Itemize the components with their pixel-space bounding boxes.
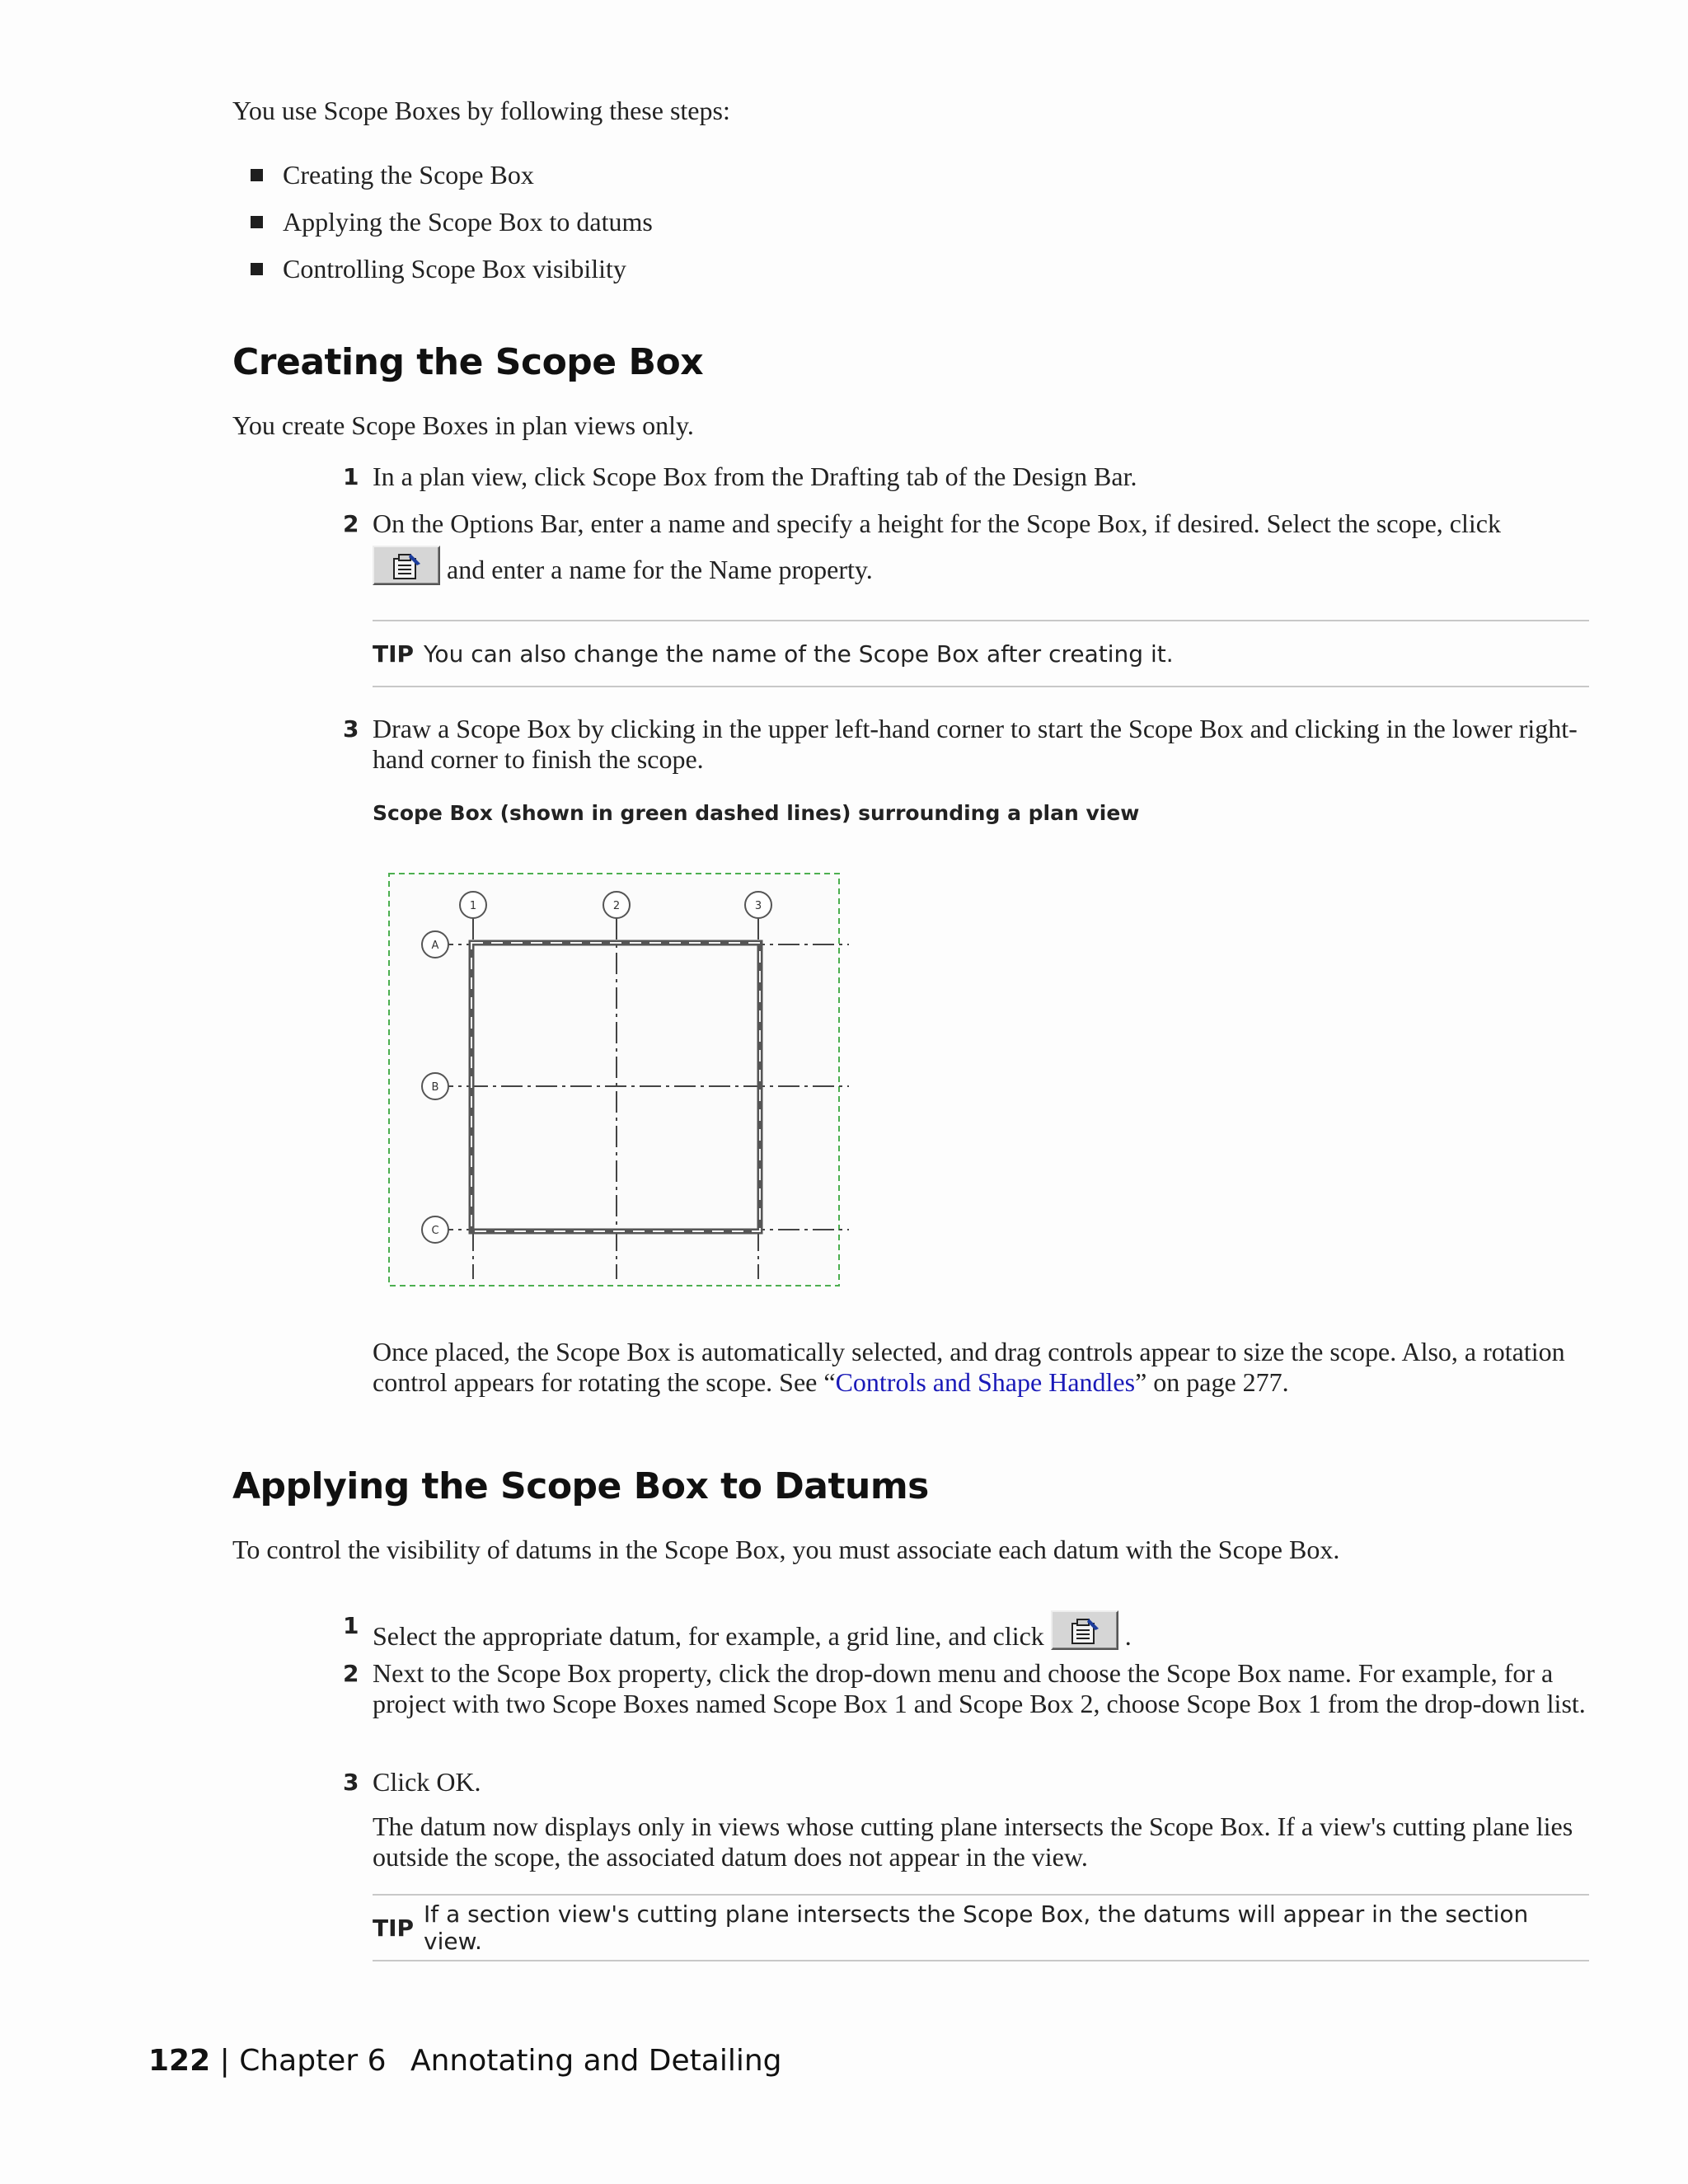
grid-label-row: C [431, 1225, 439, 1237]
list-item: Applying the Scope Box to datums [251, 199, 653, 246]
step-number: 2 [343, 510, 359, 537]
step-2 [343, 1658, 1596, 1719]
step-number: 3 [343, 1769, 359, 1796]
grid-label-col: 2 [612, 900, 621, 912]
page-number: 122 [148, 2044, 211, 2078]
properties-button[interactable] [1051, 1610, 1118, 1650]
step-text: Select the appropriate datum, for example, a grid line, and click [373, 1621, 1044, 1651]
section-lead: To control the visibility of datums in the Scope Box, you must associate each datum with the Scope Box. [232, 1535, 1340, 1564]
step-text-continued: and enter a name for the Name property. [447, 555, 873, 584]
grid-label-row: A [431, 940, 439, 952]
properties-icon [1069, 1617, 1102, 1645]
tip-text: You can also change the name of the Scope Box after creating it. [424, 640, 1174, 668]
tip-text: If a section view's cutting plane intersects the Scope Box, the datums will appear in the section view. [424, 1900, 1529, 1955]
bullet-square-icon [251, 169, 263, 181]
steps-bullet-list [251, 152, 653, 293]
step-text: Next to the Scope Box property, click the drop-down menu and choose the Scope Box name. For example, for a project with two Scope Boxes named Scope Box 1 and Scope Box 2, choose Scope Box 1 from the drop-down list. [373, 1658, 1586, 1718]
footer-chapter: Chapter 6 [239, 2044, 387, 2078]
footer-separator: | [219, 2044, 230, 2078]
step-number: 2 [343, 1660, 359, 1687]
footer-chapter-title: Annotating and Detailing [410, 2044, 782, 2078]
section-lead: You create Scope Boxes in plan views only. [232, 410, 694, 440]
step-3 [343, 714, 1596, 775]
tip-box [373, 1894, 1589, 1961]
properties-button[interactable] [373, 546, 440, 585]
tip-label: TIP [373, 640, 415, 668]
step-1: 1 Select the appropriate datum, for example, a grid line, and click . [343, 1612, 1132, 1651]
section-heading-applying: Applying the Scope Box to Datums [232, 1465, 929, 1507]
step-text: In a plan view, click Scope Box from the Drafting tab of the Design Bar. [373, 462, 1137, 491]
section-heading-creating: Creating the Scope Box [232, 341, 704, 383]
result-paragraph: The datum now displays only in views whose cutting plane intersects the Scope Box. If a view's cutting plane lies outside the scope, the associated datum does not appear in the view. [373, 1811, 1573, 1872]
bullet-square-icon [251, 263, 263, 275]
grid-label-row: B [431, 1081, 439, 1094]
list-item: Creating the Scope Box [251, 152, 653, 199]
step-number: 1 [343, 463, 359, 490]
page-footer [148, 2044, 782, 2078]
step-number: 1 [343, 1612, 359, 1639]
controls-shape-handles-link[interactable]: Controls and Shape Handles [835, 1367, 1136, 1397]
figure-caption: Scope Box (shown in green dashed lines) surrounding a plan view [373, 801, 1140, 825]
bullet-square-icon [251, 216, 263, 228]
step-text: Click OK. [373, 1767, 481, 1797]
step-2 [343, 509, 1596, 585]
grid-label-col: 3 [754, 900, 762, 912]
step-text: On the Options Bar, enter a name and specify a height for the Scope Box, if desired. Select the scope, click [373, 509, 1501, 538]
list-item: Controlling Scope Box visibility [251, 246, 653, 293]
scope-box-plan-figure [381, 867, 859, 1296]
intro-text: You use Scope Boxes by following these steps: [232, 96, 730, 125]
tip-label: TIP [373, 1914, 415, 1942]
tip-box [373, 620, 1589, 687]
step-text: Draw a Scope Box by clicking in the upper left-hand corner to start the Scope Box and clicking in the lower right-hand corner to finish the scope. [373, 714, 1578, 774]
step-3 [343, 1767, 1596, 1797]
figure-followup-paragraph: Once placed, the Scope Box is automatically selected, and drag controls appear to size the scope. Also, a rotation control appears for rotating the scope. See “Controls and Shape Handles” on page 277. [373, 1337, 1565, 1397]
grid-label-col: 1 [469, 900, 477, 912]
step-number: 3 [343, 715, 359, 743]
step-1 [343, 462, 1596, 492]
properties-icon [391, 552, 424, 580]
